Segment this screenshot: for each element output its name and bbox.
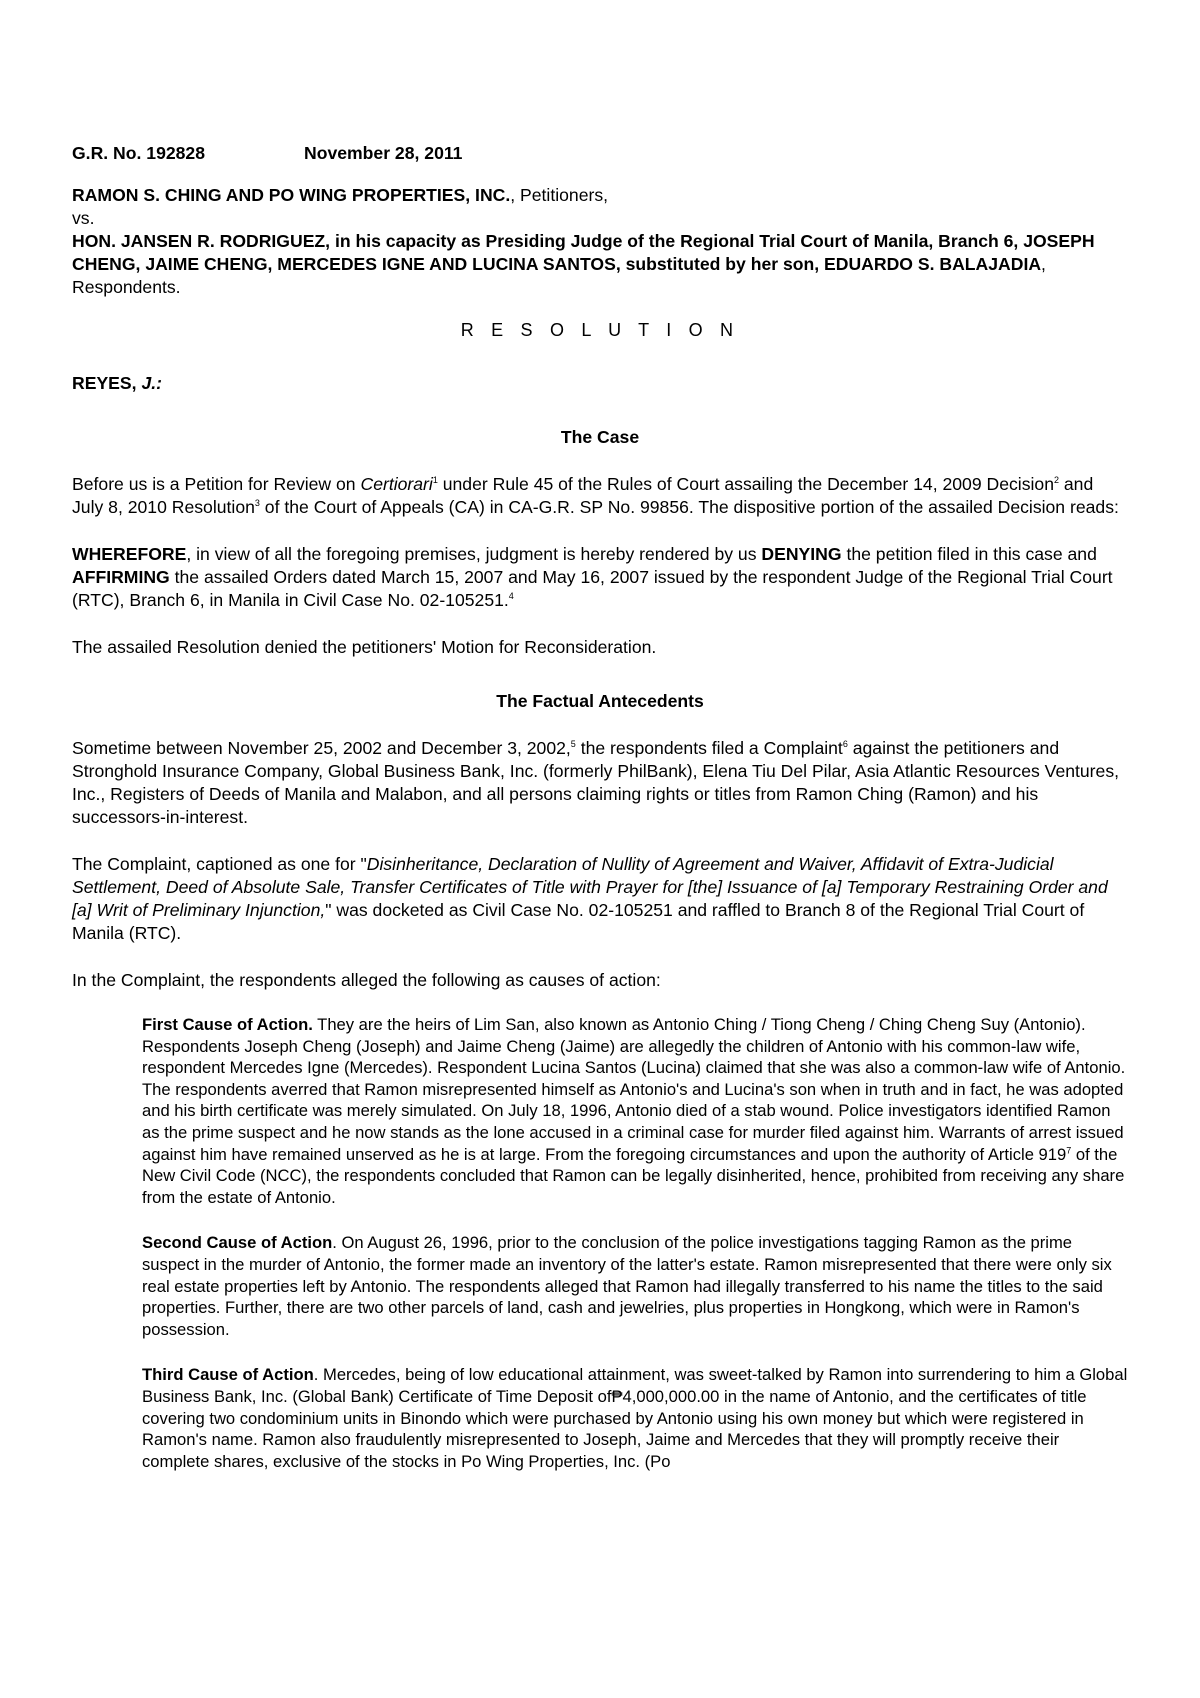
paragraph-complaint-filed [72, 737, 1128, 829]
text-run: They are the heirs of Lim San, also known as Antonio Ching / Tiong Cheng / Ching Cheng Suy (Antonio). Respondents Joseph Cheng (Joseph) and Jaime Cheng (Jaime) are allegedly the children of Antonio with his common-law wife, respondent Mercedes Igne (Mercedes). Respondent Lucina Santos (Lucina) claimed that she was also a common-law wife of Antonio. The respondents averred that Ramon misrepresented himself as Antonio's and Lucina's son when in truth and in fact, he was adopted and his birth certificate was merely simulated. On July 18, 1996, Antonio died of a stab wound. Police investigators identified Ramon as the prime suspect and he now stands as the lone accused in a criminal case for murder filed against him. Warrants of arrest issued against him have remained unserved as he is at large. From the foregoing circumstances and upon the authority of Article 919 [142, 1015, 1126, 1164]
versus-label: vs. [72, 208, 95, 228]
cause-label: Second Cause of Action [142, 1233, 333, 1253]
text-run: the assailed Orders dated March 15, 2007 and May 16, 2007 issued by the respondent Judge of the Regional Trial Court (RTC), Branch 6, in Manila in Civil Case No. 02-105251. [72, 567, 1113, 610]
petitioners-names: RAMON S. CHING AND PO WING PROPERTIES, INC. [72, 185, 511, 205]
text-run: and July 8, 2010 Resolution [72, 474, 1094, 517]
text-run: , in view of all the foregoing premises, judgment is hereby rendered by us [186, 544, 762, 564]
footnote-ref-7[interactable]: 7 [1066, 1145, 1072, 1156]
text-run: the petition filed in this case and [841, 544, 1097, 564]
footnote-ref-1[interactable]: 1 [432, 475, 438, 486]
petitioners-role: , Petitioners, [510, 185, 609, 205]
text-run: of the Court of Appeals (CA) in CA-G.R. SP No. 99856. The dispositive portion of the assailed Decision reads: [259, 497, 1119, 517]
text-run: . Mercedes, being of low educational attainment, was sweet-talked by Ramon into surrendering to him a Global Business Bank, Inc. (Global Bank) Certificate of Time Deposit of₱4,000,000.00 in the name of Antonio, and the certificates of title covering two condominium units in Binondo which were purchased by Antonio using his own money but which were registered in Ramon's name. Ramon also fraudulently misrepresented to Joseph, Jaime and Mercedes that they will promptly receive their complete shares, exclusive of the stocks in Po Wing Properties, Inc. (Po [142, 1365, 1128, 1471]
paragraph-petition-intro [72, 473, 1128, 519]
section-heading-factual-antecedents: The Factual Antecedents [496, 691, 704, 711]
section-heading-the-case: The Case [560, 427, 640, 447]
text-run: . On August 26, 1996, prior to the conclusion of the police investigations tagging Ramon as the prime suspect in the murder of Antonio, the former made an inventory of the latter's estate. Ramon misrepresented that there were only six real estate properties left by Antonio. The respondents alleged that Ramon had illegally transferred to his name the titles to the said properties. Further, there are two other parcels of land, cash and jewelries, plus properties in Hongkong, which were in Ramon's possession. [142, 1233, 1112, 1339]
footnote-ref-6[interactable]: 6 [842, 739, 848, 750]
text-run: " was docketed as Civil Case No. 02-105251 and raffled to Branch 8 of the Regional Trial Court of Manila (RTC). [72, 900, 1085, 943]
case-number: G.R. No. 192828 [72, 143, 205, 163]
footnote-ref-5[interactable]: 5 [570, 739, 576, 750]
petitioners-line [72, 184, 1128, 207]
text-run: Sometime between November 25, 2002 and December 3, 2002, [72, 738, 571, 758]
text-run: of the New Civil Code (NCC), the respondents concluded that Ramon can be legally disinherited, hence, prohibited from receiving any share from the estate of Antonio. [142, 1144, 1125, 1207]
text-run-bold: AFFIRMING [72, 567, 170, 587]
text-run: against the petitioners and Stronghold Insurance Company, Global Business Bank, Inc. (formerly PhilBank), Elena Tiu Del Pilar, Asia Atlantic Resources Ventures, Inc., Registers of Deeds of Manila and Malabon, and all persons claiming rights or titles from Ramon Ching (Ramon) and his successors-in-interest. [72, 738, 1120, 827]
text-run-bold: WHEREFORE [72, 544, 187, 564]
second-cause-of-action [142, 1232, 1128, 1340]
case-date: November 28, 2011 [304, 143, 463, 163]
text-run: under Rule 45 of the Rules of Court assailing the December 14, 2009 Decision [437, 474, 1054, 494]
third-cause-of-action [142, 1364, 1128, 1472]
first-cause-of-action [142, 1014, 1128, 1208]
respondents-role: , Respondents. [72, 254, 1046, 297]
case-parties [72, 184, 1128, 299]
text-run-bold: DENYING [761, 544, 842, 564]
text-run: Before us is a Petition for Review on [72, 474, 361, 494]
case-header [72, 142, 1128, 165]
respondents-line [72, 230, 1128, 299]
paragraph-causes-intro: In the Complaint, the respondents alleged the following as causes of action: [72, 970, 661, 990]
ponente [72, 372, 1128, 395]
document-page [72, 142, 1128, 1472]
ponente-title: J.: [141, 373, 162, 393]
text-run: The Complaint, captioned as one for " [72, 854, 367, 874]
text-run: the respondents filed a Complaint [575, 738, 843, 758]
cause-label: First Cause of Action. [142, 1015, 313, 1034]
footnote-ref-3[interactable]: 3 [254, 498, 260, 509]
paragraph-dispositive [72, 543, 1128, 612]
footnote-ref-2[interactable]: 2 [1053, 475, 1059, 486]
paragraph-reconsideration-denied: The assailed Resolution denied the petitioners' Motion for Reconsideration. [72, 637, 657, 657]
respondents-names: HON. JANSEN R. RODRIGUEZ, in his capacity as Presiding Judge of the Regional Trial Court of Manila, Branch 6, JOSEPH CHENG, JAIME CHENG, MERCEDES IGNE AND LUCINA SANTOS, substituted by her son, EDUARDO S. BALAJADIA [72, 231, 1095, 274]
paragraph-complaint-caption [72, 853, 1128, 945]
footnote-ref-4[interactable]: 4 [508, 591, 514, 602]
text-run-italic: Certiorari [360, 474, 433, 494]
text-run-italic: Disinheritance, Declaration of Nullity of Agreement and Waiver, Affidavit of Extra-Judicial Settlement, Deed of Absolute Sale, Transfer Certificates of Title with Prayer for [the] Issuance of [a] Temporary Restraining Order and [a] Writ of Preliminary Injunction, [72, 854, 1108, 920]
cause-label: Third Cause of Action [142, 1365, 314, 1385]
ponente-name: REYES, [72, 373, 137, 393]
document-type-title: R E S O L U T I O N [460, 320, 740, 340]
